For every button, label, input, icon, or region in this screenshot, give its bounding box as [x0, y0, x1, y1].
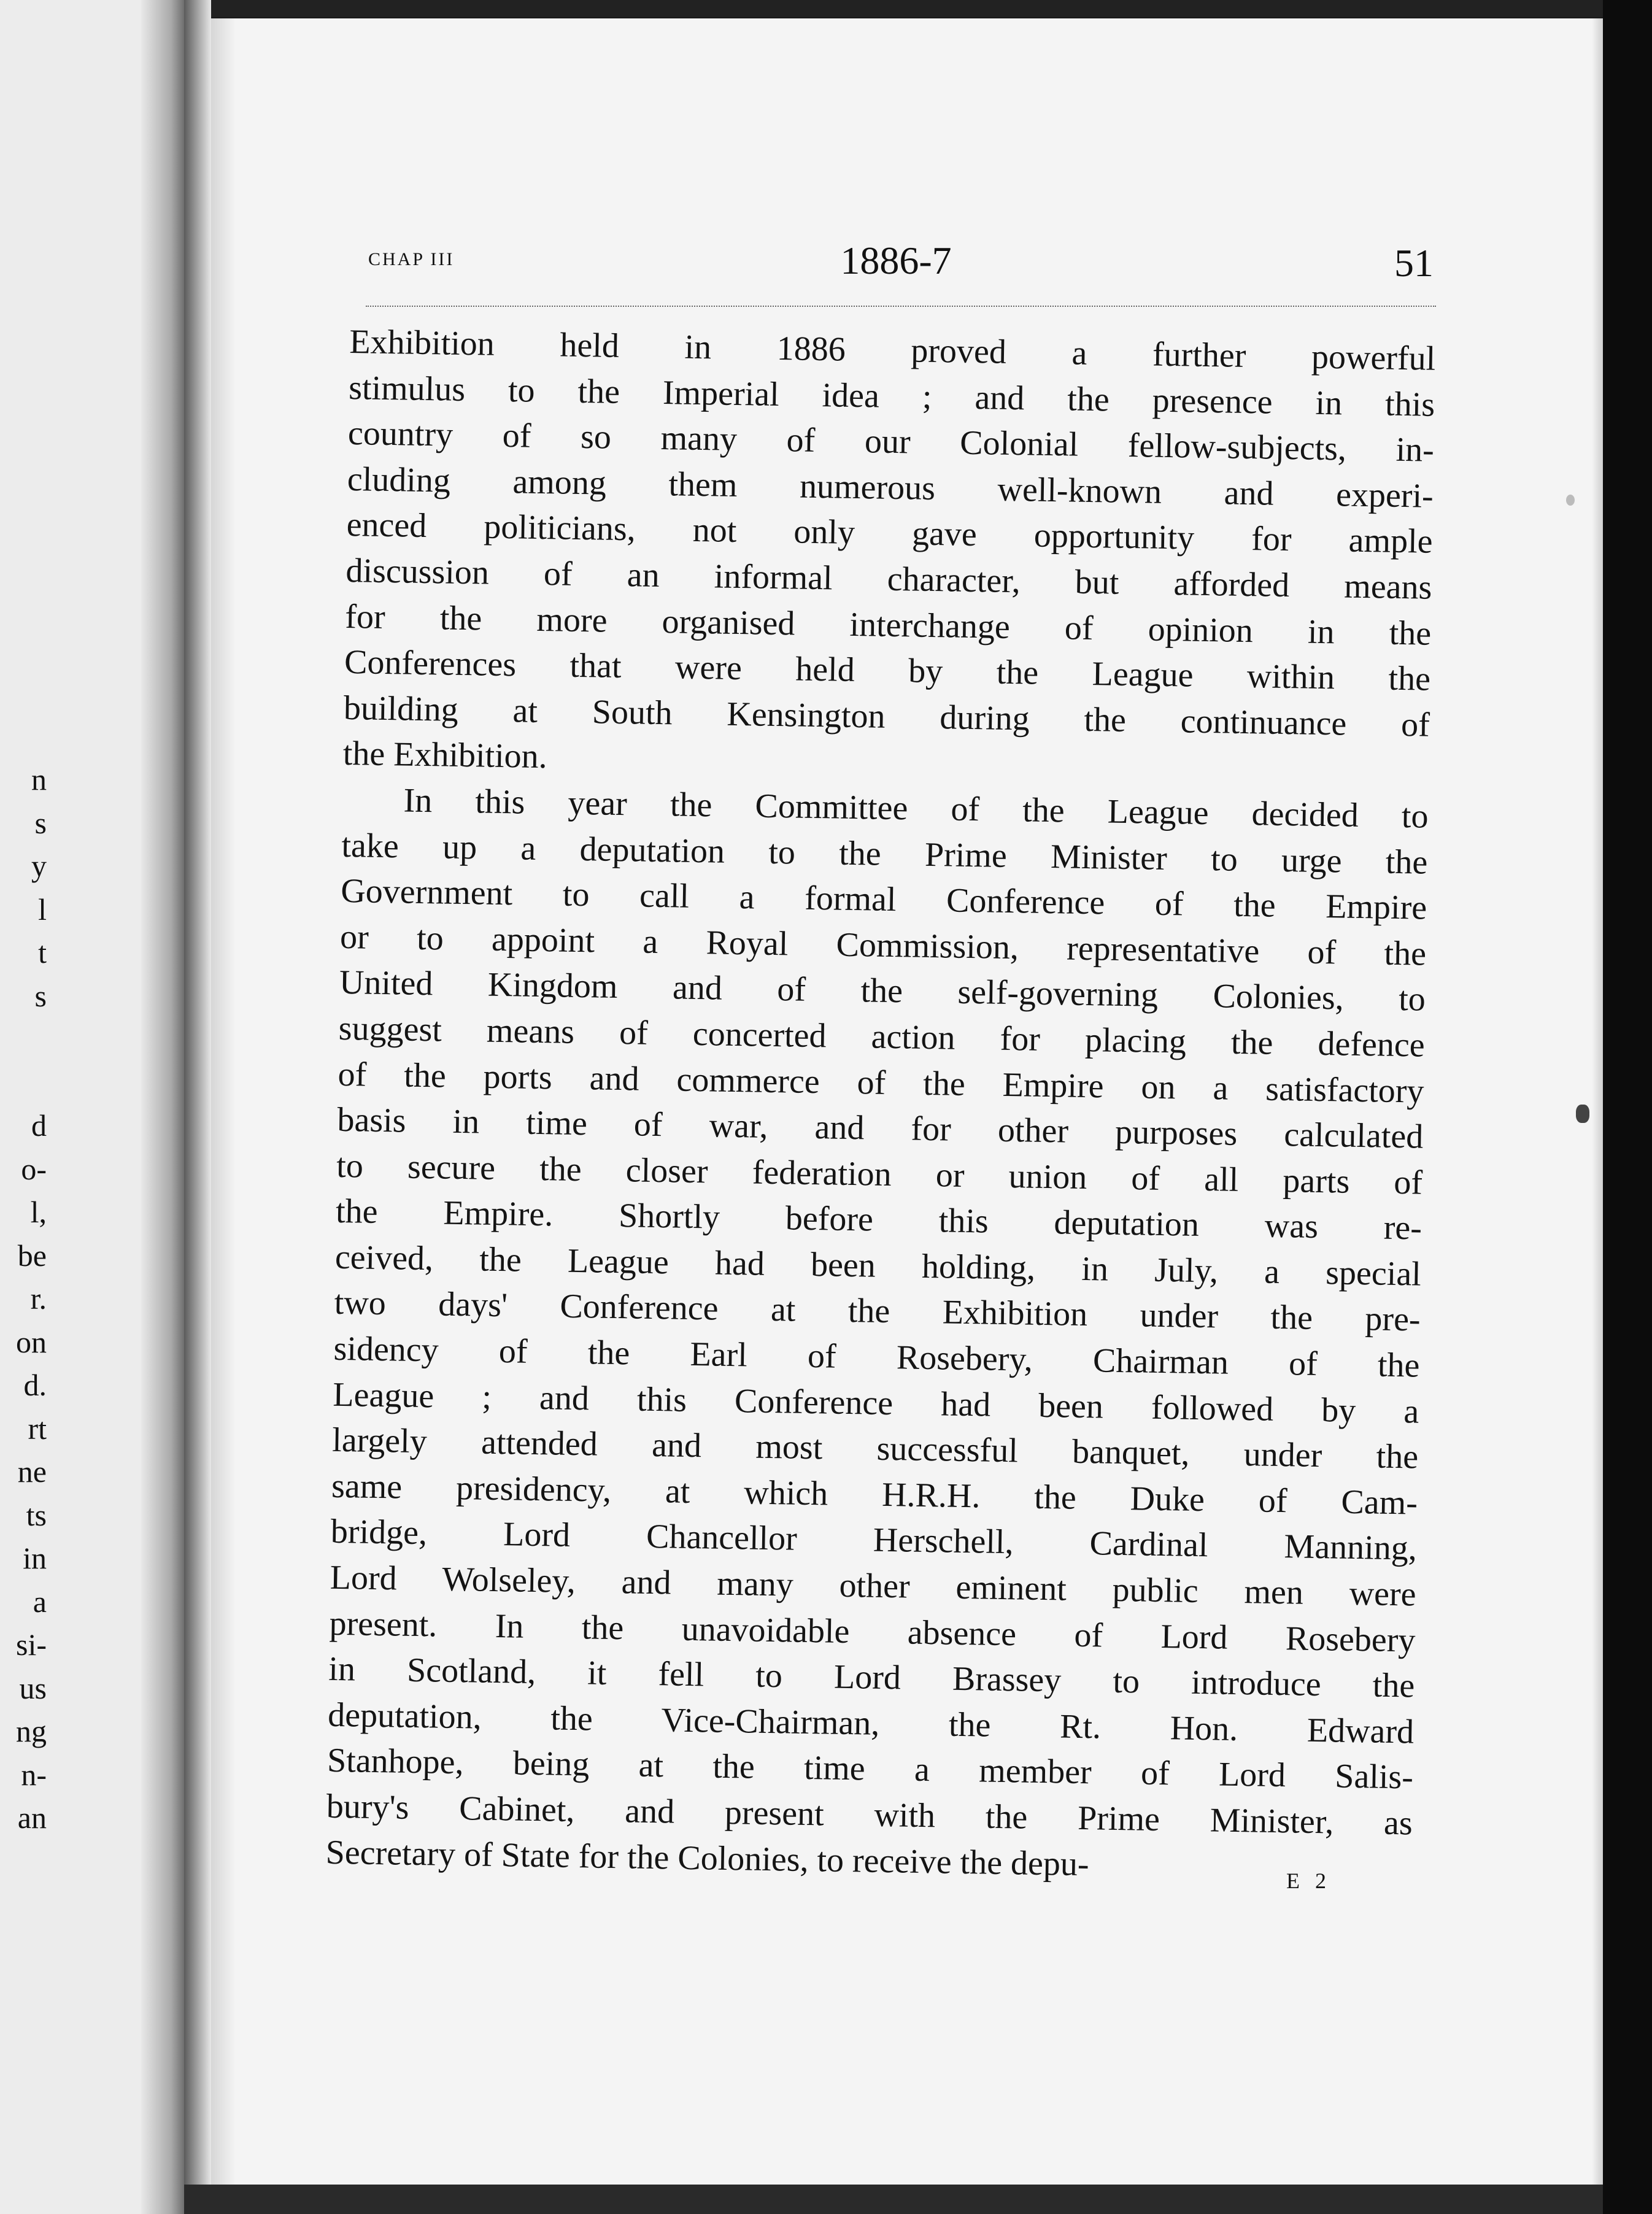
chapter-label: CHAP III	[368, 249, 455, 269]
text-line: enced politicians, not only gave opportunity for ample	[346, 506, 1434, 561]
scan-bottom-edge	[184, 2185, 1603, 2214]
line-fragment: a	[33, 1584, 47, 1619]
text-line: largely attended and most successful banquet, under the	[331, 1421, 1419, 1476]
running-head	[368, 238, 1434, 287]
text-line: Conferences that were held by the League within the	[344, 643, 1431, 698]
running-title-years: 1886-7	[840, 239, 952, 282]
line-fragment: t	[38, 935, 47, 970]
line-fragment: d	[31, 1108, 47, 1143]
text-line: discussion of an informal character, but afforded means	[345, 551, 1432, 607]
text-line: stimulus to the Imperial idea ; and the presence in this	[348, 368, 1435, 424]
line-fragment: s	[34, 805, 47, 840]
text-line: country of so many of our Colonial fellow-subjects, in-	[347, 414, 1435, 469]
line-fragment: n-	[21, 1757, 47, 1792]
line-fragment: y	[31, 849, 47, 883]
text-line: the Empire. Shortly before this deputation was re-	[335, 1192, 1422, 1248]
text-line: League ; and this Conference had been followed by a	[332, 1375, 1419, 1431]
text-line: same presidency, at which H.R.H. the Duke of Cam-	[331, 1467, 1418, 1522]
book-spine	[184, 0, 211, 2214]
line-fragment: rt	[28, 1411, 47, 1446]
line-fragment: on	[16, 1324, 47, 1359]
line-fragment: ng	[16, 1714, 47, 1748]
text-line: of the ports and commerce of the Empire on a satisfactory	[338, 1055, 1424, 1111]
text-line: ceived, the League had been holding, in July, a special	[334, 1238, 1422, 1294]
line-fragment: l,	[30, 1195, 47, 1229]
text-line: present. In the unavoidable absence of Lord Rosebery	[329, 1604, 1416, 1660]
text-line: suggest means of concerted action for placing the defence	[338, 1009, 1426, 1065]
book-page	[211, 18, 1603, 2214]
text-line: Lord Wolseley, and many other eminent public men were	[330, 1558, 1417, 1614]
text-line: United Kingdom and of the self-governing Colonies, to	[339, 963, 1426, 1019]
line-fragment: in	[23, 1541, 47, 1575]
text-line: sidency of the Earl of Rosebery, Chairman of the	[333, 1329, 1420, 1385]
page-fold-shadow	[211, 18, 236, 2214]
text-line: two days' Conference at the Exhibition under the pre-	[334, 1284, 1421, 1340]
line-fragment: ne	[17, 1454, 47, 1489]
text-line: bury's Cabinet, and present with the Prime Minister, as	[326, 1787, 1413, 1843]
line-fragment: r.	[30, 1281, 47, 1316]
text-line: Stanhope, being at the time a member of Lord Salis-	[326, 1742, 1414, 1797]
text-line: In this year the Committee of the League decided to	[403, 781, 1429, 836]
text-line: bridge, Lord Chancellor Herschell, Cardinal Manning,	[330, 1513, 1418, 1568]
text-line: building at South Kensington during the continuance of	[343, 688, 1430, 744]
line-fragment: ts	[26, 1497, 47, 1532]
text-line: Secretary of State for the Colonies, to receive the depu-	[325, 1833, 1090, 1883]
text-line: take up a deputation to the Prime Minister to urge the	[341, 826, 1428, 882]
text-line: cluding among them numerous well-known and experi-	[347, 460, 1434, 515]
header-rule	[366, 306, 1436, 307]
paper-blemish	[1566, 495, 1575, 506]
previous-page	[0, 0, 184, 2214]
text-line: for the more organised interchange of opinion in the	[344, 597, 1432, 653]
line-fragment: n	[31, 762, 47, 796]
line-fragment: o-	[21, 1151, 47, 1186]
previous-page-line-endings	[0, 758, 49, 1840]
text-line: the Exhibition.	[342, 735, 548, 776]
scan-right-edge	[1603, 0, 1652, 2214]
page-gutter-shadow	[141, 0, 184, 2214]
ink-blot	[1576, 1105, 1589, 1123]
line-fragment: s	[34, 978, 47, 1013]
body-text	[325, 319, 1436, 1892]
line-fragment: l	[38, 892, 47, 927]
signature-mark: E 2	[1286, 1869, 1331, 1893]
page-edge-shadow	[1592, 18, 1603, 2214]
line-fragment: be	[17, 1238, 47, 1273]
text-line: deputation, the Vice-Chairman, the Rt. Hon. Edward	[327, 1695, 1415, 1751]
text-line: to secure the closer federation or union of all parts of	[336, 1146, 1423, 1202]
line-fragment	[0, 1061, 49, 1105]
text-line: Government to call a formal Conference of the Empire	[340, 872, 1427, 927]
line-fragment	[0, 1017, 49, 1061]
text-line: in Scotland, it fell to Lord Brassey to introduce the	[328, 1649, 1415, 1705]
page-number: 51	[1394, 241, 1434, 285]
text-line: basis in time of war, and for other purposes calculated	[337, 1100, 1424, 1156]
scan-top-edge	[0, 0, 1652, 17]
line-fragment: an	[17, 1800, 47, 1835]
line-fragment: us	[19, 1670, 47, 1705]
line-fragment: si-	[16, 1627, 47, 1662]
line-fragment: d.	[23, 1368, 47, 1402]
text-line: or to appoint a Royal Commission, representative of the	[339, 917, 1427, 973]
text-line: Exhibition held in 1886 proved a further powerful	[349, 322, 1436, 378]
